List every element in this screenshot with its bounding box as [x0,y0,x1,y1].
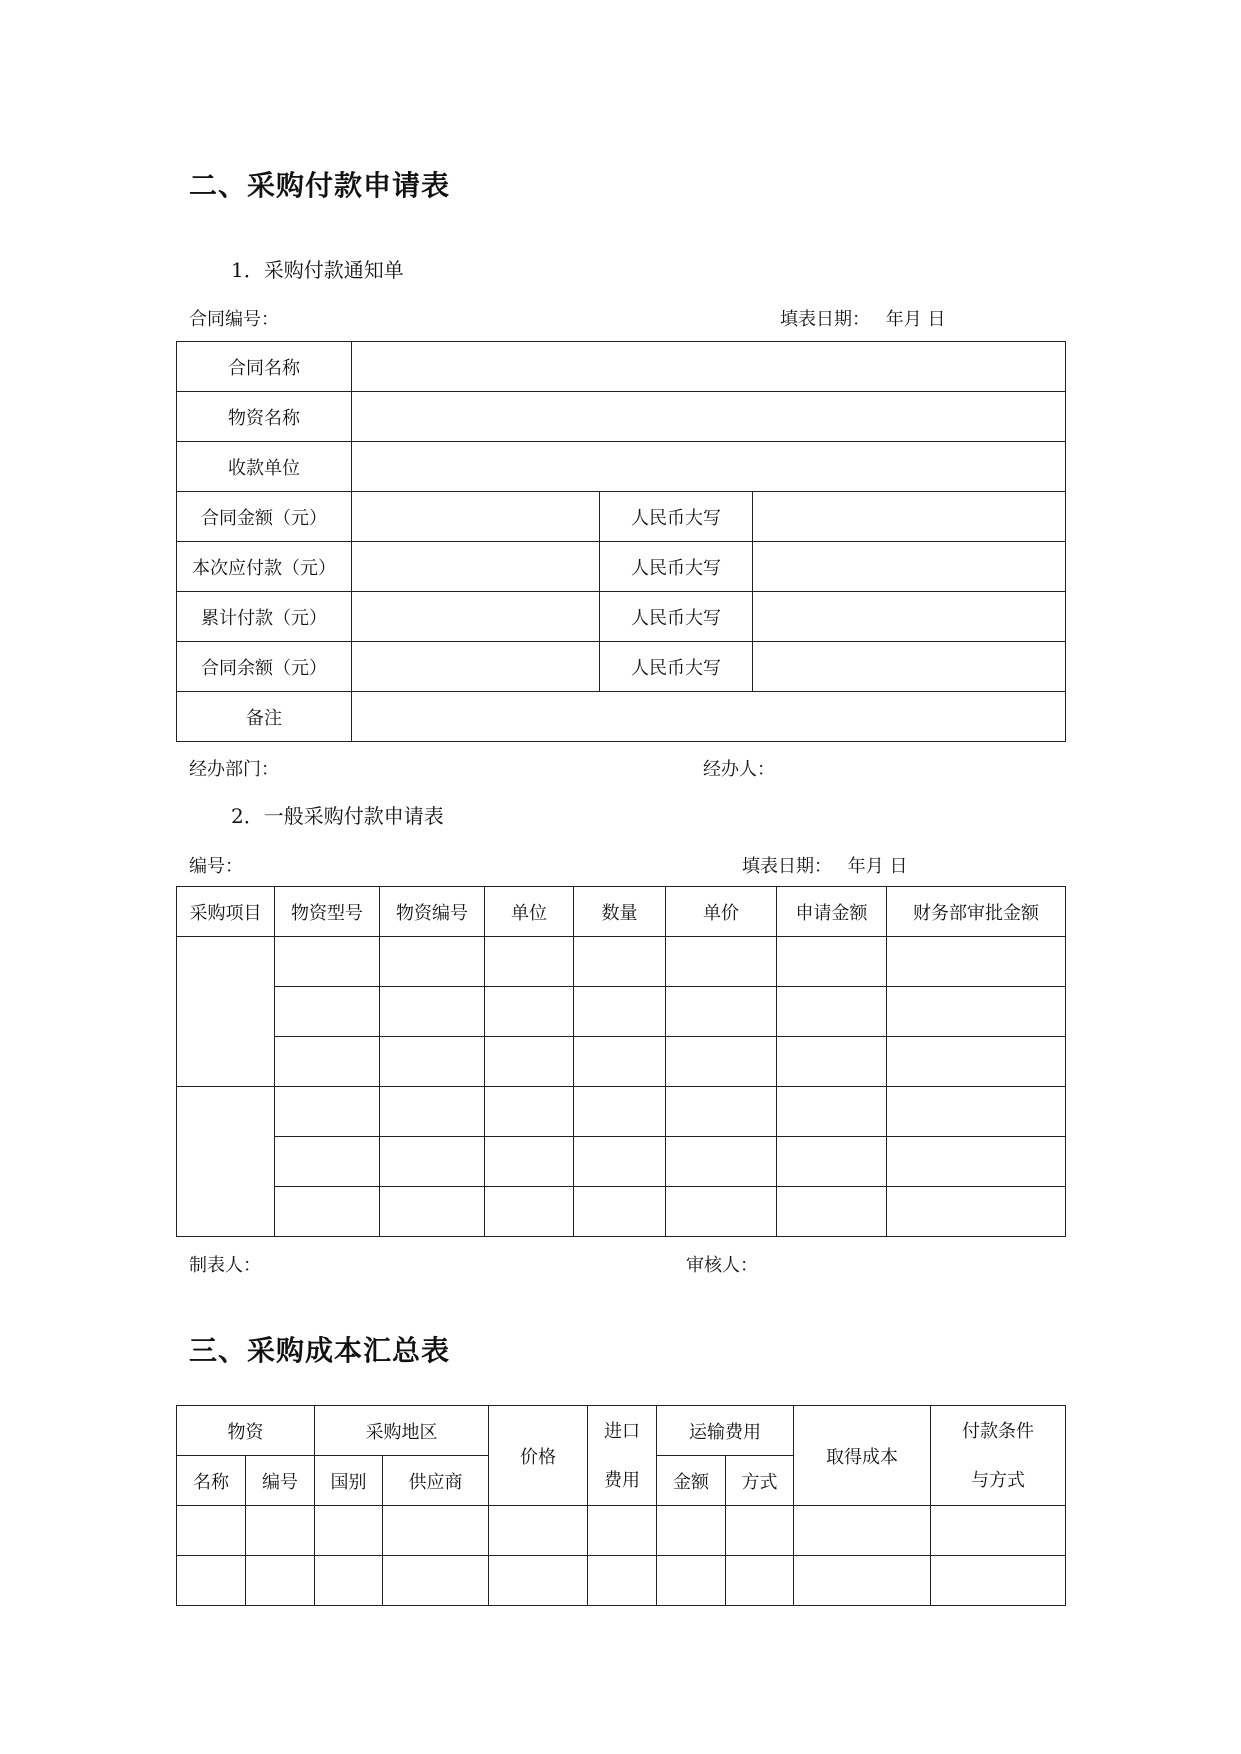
table-cell[interactable] [666,987,777,1037]
table-cell[interactable] [177,1506,246,1556]
table-cell[interactable] [380,937,485,987]
row-label-contract-balance: 合同余额（元） [177,642,352,692]
general-payment-table [176,886,1066,1237]
table-cell[interactable] [489,1506,588,1556]
col-header-unit-price: 单价 [666,887,777,937]
table-row [177,442,1066,492]
payment-terms-bottom: 与方式 [971,1469,1025,1491]
table-cell[interactable] [777,1187,887,1237]
table-cell[interactable] [777,987,887,1037]
date-placeholder: 年月 日 [847,856,908,877]
col-header-amount: 金额 [657,1456,726,1506]
col-header-code: 物资编号 [380,887,485,937]
col-header-payment-terms [931,1406,1066,1506]
contract-balance-uppercase-field[interactable] [753,642,1066,692]
table-cell[interactable] [794,1506,931,1556]
table-row [177,692,1066,742]
table-cell[interactable] [380,987,485,1037]
col-header-supplier: 供应商 [383,1456,489,1506]
table-cell[interactable] [380,1137,485,1187]
table-row [177,1137,1066,1187]
rmb-uppercase-label: 人民币大写 [600,542,753,592]
col-header-finance-approved: 财务部审批金额 [887,887,1066,937]
current-payment-field[interactable] [352,542,600,592]
contract-name-field[interactable] [352,342,1066,392]
col-header-code: 编号 [246,1456,315,1506]
table-cell[interactable] [794,1556,931,1606]
table-cell[interactable] [246,1556,315,1606]
table-cell[interactable] [574,1137,666,1187]
table-row [177,342,1066,392]
col-header-acquisition-cost: 取得成本 [794,1406,931,1506]
rmb-uppercase-label: 人民币大写 [600,642,753,692]
col-header-transport: 运输费用 [657,1406,794,1456]
table-row [177,1087,1066,1137]
table-cell[interactable] [383,1556,489,1606]
rmb-uppercase-label: 人民币大写 [600,492,753,542]
table-cell[interactable] [887,1137,1066,1187]
table-cell[interactable] [315,1556,383,1606]
table-row [177,1506,1066,1556]
table-cell[interactable] [887,1187,1066,1237]
table-cell[interactable] [887,987,1066,1037]
col-header-model: 物资型号 [275,887,380,937]
table-cell[interactable] [275,1137,380,1187]
general-fill-date [742,852,907,878]
section3-title: 三、采购成本汇总表 [189,1334,451,1367]
table-cell[interactable] [666,1037,777,1087]
col-header-region: 采购地区 [315,1406,489,1456]
table-cell[interactable] [485,987,574,1037]
table-cell[interactable] [380,1187,485,1237]
table-cell[interactable] [726,1556,794,1606]
material-name-field[interactable] [352,392,1066,442]
payment-notice-table [176,341,1066,742]
table-cell[interactable] [887,937,1066,987]
table-cell[interactable] [177,1556,246,1606]
handler-label: 经办人： [703,759,775,780]
notice-title: 1．采购付款通知单 [231,258,404,282]
table-row [177,1037,1066,1087]
table-cell[interactable] [574,937,666,987]
number-label: 编号： [189,856,243,877]
table-row [177,1187,1066,1237]
table-cell[interactable] [666,1137,777,1187]
fill-date-label: 填表日期： [742,856,832,877]
table-row [177,492,1066,542]
table-cell[interactable] [383,1506,489,1556]
row-label-payee: 收款单位 [177,442,352,492]
table-cell[interactable] [574,987,666,1037]
col-header-material: 物资 [177,1406,315,1456]
import-fee-bottom: 费用 [604,1469,640,1491]
import-fee-top: 进口 [604,1420,640,1442]
col-header-method: 方式 [726,1456,794,1506]
table-cell[interactable] [657,1506,726,1556]
row-label-contract-name: 合同名称 [177,342,352,392]
col-header-country: 国别 [315,1456,383,1506]
header-row [177,887,1066,937]
project-cell[interactable] [177,1087,275,1237]
table-row [177,1556,1066,1606]
general-title: 2．一般采购付款申请表 [231,804,444,828]
table-cell[interactable] [275,987,380,1037]
cumulative-payment-field[interactable] [352,592,600,642]
payment-terms-top: 付款条件 [962,1420,1034,1442]
row-label-current-payment: 本次应付款（元） [177,542,352,592]
table-cell[interactable] [574,1187,666,1237]
contract-balance-field[interactable] [352,642,600,692]
table-cell[interactable] [315,1506,383,1556]
col-header-quantity: 数量 [574,887,666,937]
table-cell[interactable] [777,1087,887,1137]
table-cell[interactable] [777,937,887,987]
table-cell[interactable] [485,1087,574,1137]
col-header-project: 采购项目 [177,887,275,937]
table-cell[interactable] [588,1556,657,1606]
table-cell[interactable] [666,937,777,987]
table-cell[interactable] [777,1137,887,1187]
header-row [177,1406,1066,1456]
table-cell[interactable] [380,1037,485,1087]
preparer-label: 制表人： [189,1255,261,1276]
col-header-price: 价格 [489,1406,588,1506]
row-label-cumulative-payment: 累计付款（元） [177,592,352,642]
table-cell[interactable] [485,937,574,987]
table-row [177,392,1066,442]
section2-title: 二、采购付款申请表 [189,169,451,202]
table-cell[interactable] [275,1187,380,1237]
row-label-contract-amount: 合同金额（元） [177,492,352,542]
payee-field[interactable] [352,442,1066,492]
table-cell[interactable] [485,1137,574,1187]
row-label-material-name: 物资名称 [177,392,352,442]
rmb-uppercase-label: 人民币大写 [600,592,753,642]
table-row [177,987,1066,1037]
table-cell[interactable] [275,1037,380,1087]
table-cell[interactable] [275,937,380,987]
col-header-request-amount: 申请金额 [777,887,887,937]
table-cell[interactable] [489,1556,588,1606]
table-cell[interactable] [887,1087,1066,1137]
table-cell[interactable] [485,1037,574,1087]
table-cell[interactable] [931,1506,1066,1556]
col-header-name: 名称 [177,1456,246,1506]
table-cell[interactable] [485,1187,574,1237]
col-header-import-fee [588,1406,657,1506]
table-cell[interactable] [275,1087,380,1137]
date-placeholder: 年月 日 [885,309,946,330]
project-cell[interactable] [177,937,275,1087]
notice-fill-date [780,305,945,331]
current-payment-uppercase-field[interactable] [753,542,1066,592]
col-header-unit: 单位 [485,887,574,937]
table-cell[interactable] [931,1556,1066,1606]
remarks-field[interactable] [352,692,1066,742]
table-cell[interactable] [666,1187,777,1237]
fill-date-label: 填表日期： [780,309,870,330]
table-cell[interactable] [574,1087,666,1137]
table-cell[interactable] [777,1037,887,1087]
cumulative-payment-uppercase-field[interactable] [753,592,1066,642]
cost-summary-table [176,1405,1066,1606]
table-cell[interactable] [246,1506,315,1556]
contract-no-label: 合同编号： [189,309,279,330]
contract-amount-field[interactable] [352,492,600,542]
table-cell[interactable] [726,1506,794,1556]
table-cell[interactable] [887,1037,1066,1087]
table-row [177,642,1066,692]
table-cell[interactable] [657,1556,726,1606]
table-cell[interactable] [574,1037,666,1087]
table-row [177,592,1066,642]
department-label: 经办部门： [189,759,279,780]
row-label-remarks: 备注 [177,692,352,742]
table-cell[interactable] [588,1506,657,1556]
contract-amount-uppercase-field[interactable] [753,492,1066,542]
reviewer-label: 审核人： [686,1255,758,1276]
table-cell[interactable] [380,1087,485,1137]
table-cell[interactable] [666,1087,777,1137]
table-row [177,937,1066,987]
table-row [177,542,1066,592]
